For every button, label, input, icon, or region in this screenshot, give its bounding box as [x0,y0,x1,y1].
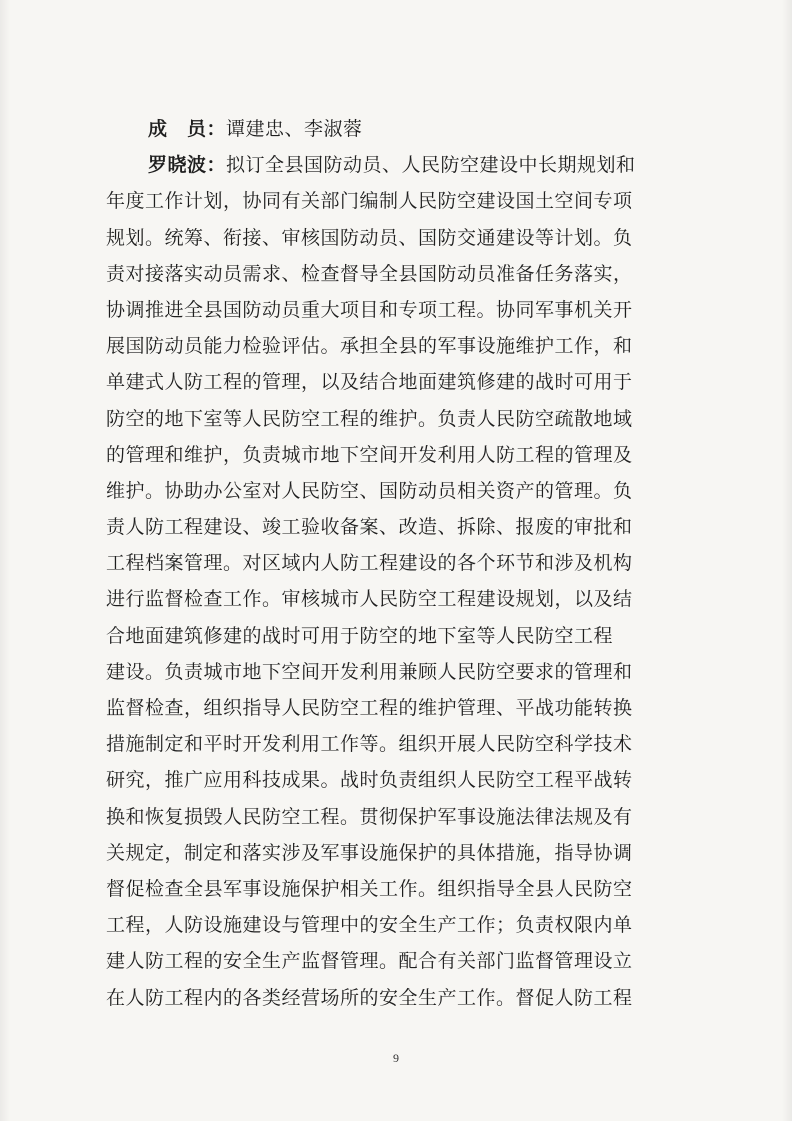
paragraph-line: 督促检查全县军事设施保护相关工作。组织指导全县人民防空 [106,877,633,900]
paragraph-line: 的管理和维护，负责城市地下空间开发利用人防工程的管理及 [106,443,633,466]
person-name: 罗晓波： [148,154,227,177]
paragraph-line: 工程，人防设施建设与管理中的安全生产工作；负责权限内单 [106,914,633,937]
paragraph-line: 监督检查，组织指导人民防空工程的维护管理、平战功能转换 [106,697,633,719]
paragraph-line: 维护。协助办公室对人民防空、国防动员相关资产的管理。负 [106,479,633,502]
document-body [106,111,684,1016]
paragraph-line: 建设。负责城市地下空间开发利用兼顾人民防空要求的管理和 [106,660,633,683]
page-number: 9 [393,1051,399,1065]
paragraph-line: 年度工作计划，协同有关部门编制人民防空建设国土空间专项 [106,190,633,213]
paragraph-line: 关规定，制定和落实涉及军事设施保护的具体措施，指导协调 [106,841,633,864]
scan-shadow-right [782,0,792,1121]
paragraph-line: 进行监督检查工作。审核城市人民防空工程建设规划，以及结 [106,588,633,611]
paragraph-line: 单建式人防工程的管理，以及结合地面建筑修建的战时可用于 [106,371,633,394]
duty-paragraph-first-line [106,147,684,183]
paragraph-line: 拟订全县国防动员、人民防空建设中长期规划和 [226,154,636,177]
paragraph-line: 合地面建筑修建的战时可用于防空的地下室等人民防空工程 [106,624,614,647]
paragraph-line: 建人防工程的安全生产监督管理。配合有关部门监督管理设立 [106,950,633,973]
paragraph-line: 防空的地下室等人民防空工程的维护。负责人民防空疏散地域 [106,407,633,430]
paragraph-line: 协调推进全县国防动员重大项目和专项工程。协同军事机关开 [106,298,633,321]
members-names: 谭建忠、李淑蓉 [226,118,363,140]
members-line [106,111,684,147]
paragraph-line: 工程档案管理。对区域内人防工程建设的各个环节和涉及机构 [106,552,633,575]
paragraph-line: 措施制定和平时开发利用工作等。组织开展人民防空科学技术 [106,733,633,756]
paragraph-line: 展国防动员能力检验评估。承担全县的军事设施维护工作，和 [106,335,633,358]
scan-shadow-left [0,0,10,1121]
paragraph-line: 换和恢复损毁人民防空工程。贯彻保护军事设施法律法规及有 [106,805,633,828]
members-label: 成 员： [148,118,227,140]
paragraph-line: 在人防工程内的各类经营场所的安全生产工作。督促人防工程 [106,986,633,1009]
paragraph-line: 研究，推广应用科技成果。战时负责组织人民防空工程平战转 [106,769,633,792]
paragraph-line: 责人防工程建设、竣工验收备案、改造、拆除、报废的审批和 [106,516,633,539]
paragraph-line: 规划。统筹、衔接、审核国防动员、国防交通建设等计划。负 [106,226,633,249]
paragraph-line: 责对接落实动员需求、检查督导全县国防动员准备任务落实， [106,262,633,285]
